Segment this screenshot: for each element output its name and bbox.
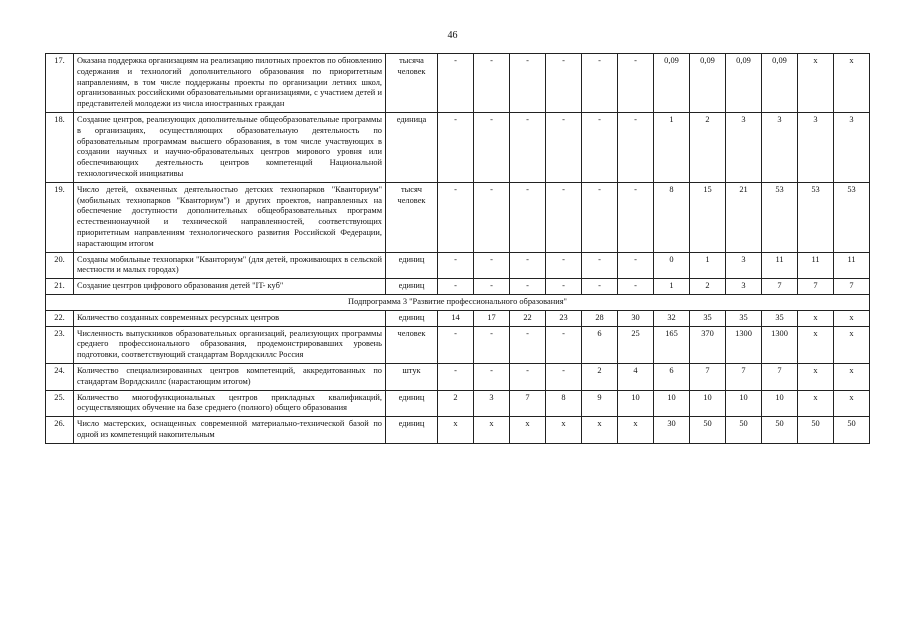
value-cell: 53: [834, 182, 870, 252]
value-cell: 10: [690, 390, 726, 417]
value-cell: 28: [582, 310, 618, 326]
indicator-description: Число детей, охваченных деятельностью детских технопарков "Кванториум" (мобильных технопарков "Кванториум") и других проектов, направленных на обеспечение доступности дополнительных общеобразовательных программ естественнонаучной и технической направленностей, соответствующих приоритетным направлениям технологического развития Российской Федерации, нарастающим итогом: [74, 182, 386, 252]
section-row: [46, 294, 870, 310]
value-cell: -: [474, 363, 510, 390]
value-cell: 3: [798, 112, 834, 182]
value-cell: -: [510, 182, 546, 252]
value-cell: 0,09: [690, 54, 726, 113]
unit-of-measure: единиц: [386, 252, 438, 279]
value-cell: 370: [690, 326, 726, 363]
unit-of-measure: единиц: [386, 390, 438, 417]
table-row: [46, 279, 870, 295]
value-cell: 23: [546, 310, 582, 326]
value-cell: -: [582, 279, 618, 295]
value-cell: x: [618, 417, 654, 444]
value-cell: 50: [690, 417, 726, 444]
value-cell: -: [474, 54, 510, 113]
value-cell: 17: [474, 310, 510, 326]
value-cell: -: [474, 326, 510, 363]
value-cell: x: [798, 390, 834, 417]
value-cell: 21: [726, 182, 762, 252]
value-cell: x: [474, 417, 510, 444]
value-cell: -: [546, 252, 582, 279]
value-cell: 2: [690, 112, 726, 182]
value-cell: 50: [762, 417, 798, 444]
value-cell: 9: [582, 390, 618, 417]
value-cell: -: [510, 326, 546, 363]
value-cell: 10: [654, 390, 690, 417]
value-cell: 11: [798, 252, 834, 279]
table-row: [46, 112, 870, 182]
table-row: [46, 310, 870, 326]
indicator-description: Количество многофункциональных центров прикладных квалификаций, осуществляющих обучение на базе среднего (полного) общего образования: [74, 390, 386, 417]
value-cell: 35: [726, 310, 762, 326]
indicator-description: Создание центров, реализующих дополнительные общеобразовательные программы в организациях, осуществляющих образовательную деятельность по образовательным программам высшего образования, в том числе участвующих в создании научных и научно-образовательных центров мирового уровня или обеспечивающих деятельность центров компетенций Национальной технологической инициативы: [74, 112, 386, 182]
indicator-description: Создание центров цифрового образования детей "IT- куб": [74, 279, 386, 295]
value-cell: -: [546, 326, 582, 363]
value-cell: -: [618, 252, 654, 279]
value-cell: 2: [582, 363, 618, 390]
value-cell: 3: [834, 112, 870, 182]
page-number: 46: [447, 30, 458, 41]
indicator-description: Число мастерских, оснащенных современной материально-технической базой по одной из компетенций накопительным: [74, 417, 386, 444]
indicators-table: [45, 53, 870, 444]
unit-of-measure: единиц: [386, 417, 438, 444]
value-cell: 50: [726, 417, 762, 444]
value-cell: x: [834, 390, 870, 417]
value-cell: 32: [654, 310, 690, 326]
value-cell: -: [438, 112, 474, 182]
value-cell: x: [510, 417, 546, 444]
value-cell: 6: [654, 363, 690, 390]
value-cell: -: [438, 279, 474, 295]
value-cell: -: [474, 279, 510, 295]
value-cell: 7: [798, 279, 834, 295]
value-cell: x: [582, 417, 618, 444]
row-number: 17.: [46, 54, 74, 113]
indicator-description: Созданы мобильные технопарки "Кванториум" (для детей, проживающих в сельской местности и малых городах): [74, 252, 386, 279]
value-cell: -: [618, 112, 654, 182]
value-cell: -: [510, 112, 546, 182]
row-number: 18.: [46, 112, 74, 182]
value-cell: 7: [726, 363, 762, 390]
table-row: [46, 54, 870, 113]
value-cell: -: [546, 54, 582, 113]
unit-of-measure: единица: [386, 112, 438, 182]
value-cell: -: [582, 54, 618, 113]
value-cell: 3: [474, 390, 510, 417]
row-number: 23.: [46, 326, 74, 363]
value-cell: 1300: [762, 326, 798, 363]
value-cell: -: [510, 54, 546, 113]
value-cell: -: [474, 252, 510, 279]
value-cell: -: [546, 182, 582, 252]
row-number: 22.: [46, 310, 74, 326]
value-cell: 1: [690, 252, 726, 279]
unit-of-measure: единиц: [386, 279, 438, 295]
value-cell: -: [582, 252, 618, 279]
value-cell: 53: [762, 182, 798, 252]
value-cell: -: [546, 112, 582, 182]
value-cell: 3: [762, 112, 798, 182]
row-number: 25.: [46, 390, 74, 417]
indicator-description: Количество созданных современных ресурсных центров: [74, 310, 386, 326]
value-cell: 15: [690, 182, 726, 252]
value-cell: 7: [510, 390, 546, 417]
value-cell: -: [582, 112, 618, 182]
value-cell: 25: [618, 326, 654, 363]
value-cell: 0,09: [654, 54, 690, 113]
value-cell: -: [438, 182, 474, 252]
value-cell: 14: [438, 310, 474, 326]
value-cell: x: [798, 54, 834, 113]
value-cell: -: [510, 363, 546, 390]
value-cell: -: [618, 54, 654, 113]
value-cell: x: [798, 363, 834, 390]
row-number: 19.: [46, 182, 74, 252]
value-cell: 3: [726, 279, 762, 295]
value-cell: -: [510, 279, 546, 295]
value-cell: 8: [546, 390, 582, 417]
value-cell: 0,09: [762, 54, 798, 113]
value-cell: x: [834, 326, 870, 363]
value-cell: 11: [762, 252, 798, 279]
indicator-description: Оказана поддержка организациям на реализацию пилотных проектов по обновлению содержания и технологий дополнительного образования по приоритетным направлениям, в том числе поддержаны проекты по организации летних школ, организованных российскими образовательными организациями, с участием детей и представителей молодежи из числа иностранных граждан: [74, 54, 386, 113]
value-cell: 35: [690, 310, 726, 326]
value-cell: 50: [798, 417, 834, 444]
value-cell: 165: [654, 326, 690, 363]
row-number: 21.: [46, 279, 74, 295]
value-cell: 7: [690, 363, 726, 390]
unit-of-measure: штук: [386, 363, 438, 390]
value-cell: 1: [654, 112, 690, 182]
row-number: 26.: [46, 417, 74, 444]
value-cell: 11: [834, 252, 870, 279]
table-row: [46, 182, 870, 252]
table-row: [46, 363, 870, 390]
section-title: Подпрограмма 3 "Развитие профессионального образования": [46, 294, 870, 310]
value-cell: -: [438, 54, 474, 113]
value-cell: 0: [654, 252, 690, 279]
indicator-description: Количество специализированных центров компетенций, аккредитованных по стандартам Ворлдскиллс (нарастающим итогом): [74, 363, 386, 390]
value-cell: 7: [834, 279, 870, 295]
value-cell: 10: [726, 390, 762, 417]
value-cell: -: [474, 112, 510, 182]
value-cell: 10: [762, 390, 798, 417]
value-cell: 4: [618, 363, 654, 390]
unit-of-measure: единиц: [386, 310, 438, 326]
value-cell: 30: [654, 417, 690, 444]
table-row: [46, 326, 870, 363]
row-number: 24.: [46, 363, 74, 390]
value-cell: x: [546, 417, 582, 444]
value-cell: 30: [618, 310, 654, 326]
unit-of-measure: человек: [386, 326, 438, 363]
value-cell: -: [438, 252, 474, 279]
value-cell: 2: [690, 279, 726, 295]
table-row: [46, 390, 870, 417]
value-cell: 50: [834, 417, 870, 444]
value-cell: 1: [654, 279, 690, 295]
value-cell: -: [438, 326, 474, 363]
value-cell: 1300: [726, 326, 762, 363]
unit-of-measure: тысяча человек: [386, 54, 438, 113]
value-cell: 7: [762, 279, 798, 295]
value-cell: -: [618, 279, 654, 295]
value-cell: -: [438, 363, 474, 390]
value-cell: x: [798, 326, 834, 363]
value-cell: -: [582, 182, 618, 252]
value-cell: 35: [762, 310, 798, 326]
value-cell: 22: [510, 310, 546, 326]
value-cell: -: [474, 182, 510, 252]
value-cell: 7: [762, 363, 798, 390]
value-cell: x: [834, 310, 870, 326]
value-cell: x: [438, 417, 474, 444]
value-cell: -: [618, 182, 654, 252]
value-cell: x: [834, 54, 870, 113]
value-cell: 53: [798, 182, 834, 252]
value-cell: -: [546, 363, 582, 390]
table-row: [46, 252, 870, 279]
value-cell: 2: [438, 390, 474, 417]
indicator-description: Численность выпускников образовательных организаций, реализующих программы среднего профессионального образования, продемонстрировавших уровень подготовки, соответствующий стандартам Ворлдскиллс Россия: [74, 326, 386, 363]
table-row: [46, 417, 870, 444]
value-cell: -: [510, 252, 546, 279]
value-cell: 0,09: [726, 54, 762, 113]
value-cell: 10: [618, 390, 654, 417]
value-cell: x: [834, 363, 870, 390]
value-cell: 3: [726, 112, 762, 182]
value-cell: 3: [726, 252, 762, 279]
value-cell: x: [798, 310, 834, 326]
unit-of-measure: тысяч человек: [386, 182, 438, 252]
value-cell: 6: [582, 326, 618, 363]
value-cell: 8: [654, 182, 690, 252]
row-number: 20.: [46, 252, 74, 279]
value-cell: -: [546, 279, 582, 295]
